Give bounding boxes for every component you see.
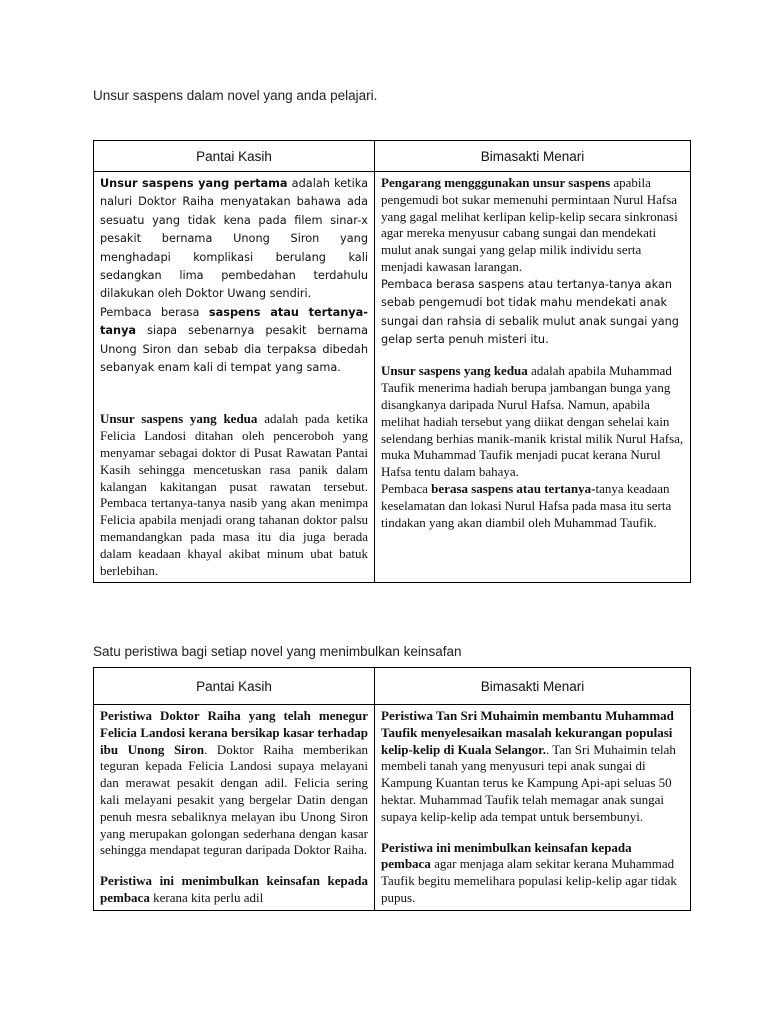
paragraph: Peristiwa ini menimbulkan keinsafan kepada pembaca agar menjaga alam sekitar kerana Muhammad Taufik begitu memelihara populasi kelip-kelip agar tidak pupus. xyxy=(381,839,677,905)
col-header-bimasakti-menari: Bimasakti Menari xyxy=(375,668,691,705)
paragraph: Unsur saspens yang pertama adalah ketika naluri Doktor Raiha menyatakan bahawa ada sesuatu yang tidak kena pada filem sinar-x pesakit bernama Unong Siron yang menghadapi komplikasi berulang kali sedangkan lima pembedahan terdahulu dilakukan oleh Doktor Uwang sendiri. xyxy=(100,177,369,301)
saspens-table xyxy=(93,140,691,583)
paragraph: Pembaca berasa saspens atau tertanya-tanya keadaan keselamatan dan lokasi Nurul Hafsa pada masa itu serta tindakan yang akan diambil oleh Muhammad Taufik. xyxy=(381,480,672,530)
section2-heading: Satu peristiwa bagi setiap novel yang menimbulkan keinsafan xyxy=(93,644,462,659)
paragraph: Unsur saspens yang kedua adalah pada ketika Felicia Landosi ditahan oleh penceroboh yang menyamar sebagai doktor di Pusat Rawatan Pantai Kasih sehingga mencetuskan rasa panik dalam kalangan kakitangan pusat rawatan tersebut. Pembaca tertanya-tanya nasib yang akan menimpa Felicia apabila menjadi orang tahanan doktor palsu memandangkan pada masa itu dia juga berada dalam keadaan khayal akibat minum ubat batuk berlebihan. xyxy=(100,411,368,578)
cell-bimasakti-menari xyxy=(375,705,691,911)
col-header-bimasakti-menari: Bimasakti Menari xyxy=(375,141,691,172)
col-header-pantai-kasih: Pantai Kasih xyxy=(94,668,375,705)
table-row xyxy=(94,705,691,911)
table-header-row xyxy=(94,668,691,705)
paragraph: Peristiwa Tan Sri Muhaimin membantu Muhammad Taufik menyelesaikan masalah kekurangan populasi kelip-kelip di Kuala Selangor.. Tan Sri Muhaimin telah membeli tanah yang menyusuri tepi anak sungai di Kampung Kuantan terus ke Kampung Api-api seluas 50 hektar. Muhammad Taufik telah memagar anak sungai supaya kelip-kelip ada tempat untuk bersembunyi. xyxy=(381,708,676,824)
paragraph: Pengarang mengggunakan unsur saspens apabila pengemudi bot sukar memenuhi permintaan Nurul Hafsa yang gagal melihat kerlipan kelip-kelip secara sinkronasi agar mereka menyusur cabang sungai dan mendekati mulut anak sungai yang gelap milik individu serta menjadi kawasan larangan. xyxy=(381,175,678,274)
cell-bimasakti-menari xyxy=(375,172,691,583)
table-header-row xyxy=(94,141,691,172)
paragraph: Peristiwa Doktor Raiha yang telah menegur Felicia Landosi kerana bersikap kasar terhadap ibu Unong Siron. Doktor Raiha memberikan teguran kepada Felicia Landosi supaya melayani dan merawat pesakit dengan adil. Felicia sering kali melayani pesakit yang bergelar Datin dengan penuh mesra sebaliknya melayan ibu Unong Siron yang merupakan golongan sederhana dengan kasar sehingga mendapat teguran daripada Doktor Raiha. xyxy=(100,708,368,858)
keinsafan-table xyxy=(93,667,691,911)
paragraph: Pembaca berasa saspens atau tertanya-tanya siapa sebenarnya pesakit bernama Unong Siron dan sebab dia terpaksa dibedah sebanyak enam kali di tempat yang sama. xyxy=(100,305,368,375)
col-header-pantai-kasih: Pantai Kasih xyxy=(94,141,375,172)
paragraph: Pembaca berasa saspens atau tertanya-tanya akan sebab pengemudi bot tidak mahu mendekati anak sungai dan rahsia di sebalik mulut anak sungai yang gelap serta penuh misteri itu. xyxy=(381,277,679,346)
table-row xyxy=(94,172,691,583)
section1-heading: Unsur saspens dalam novel yang anda pelajari. xyxy=(93,88,378,103)
cell-pantai-kasih xyxy=(94,172,375,583)
cell-pantai-kasih xyxy=(94,705,375,911)
paragraph: Peristiwa ini menimbulkan keinsafan kepada pembaca kerana kita perlu adil xyxy=(100,873,368,905)
paragraph: Unsur saspens yang kedua adalah apabila Muhammad Taufik menerima hadiah berupa jambangan bunga yang disangkanya daripada Nurul Hafsa. Namun, apabila melihat hadiah tersebut yang diikat dengan sehelai kain selendang berhias manik-manik kristal milik Nurul Hafsa, muka Muhammad Taufik menjadi pucat kerana Nurul Hafsa tentu dalam bahaya. xyxy=(381,363,684,480)
